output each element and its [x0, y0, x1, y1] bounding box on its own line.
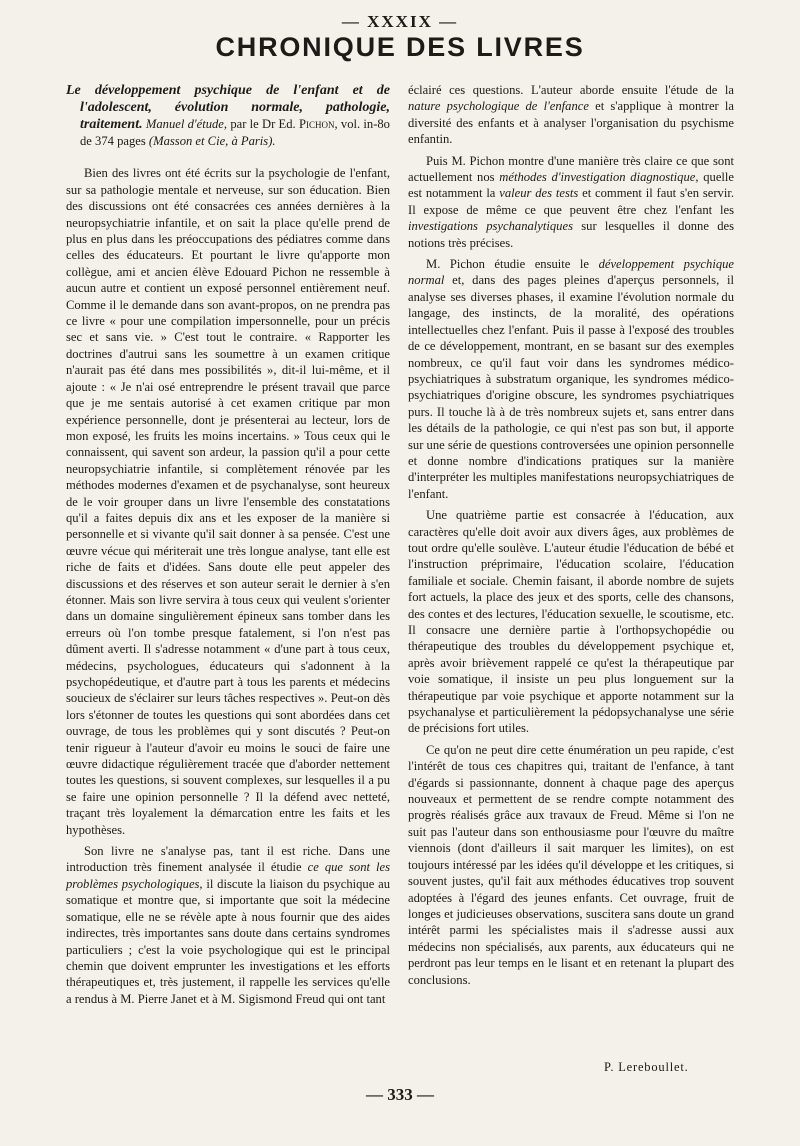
page-number: — 333 — [366, 1085, 434, 1104]
review-paragraph-3 [408, 82, 734, 148]
section-title: CHRONIQUE DES LIVRES [215, 32, 585, 62]
text-run: et s'applique à montrer la diversité des enfants et à analyser l'organisation du psychisme enfantin. [408, 99, 735, 147]
book-publisher: (Masson et Cie, à Paris). [148, 134, 276, 148]
text-run: quelle est notamment la [408, 170, 735, 201]
text-run: éclairé ces questions. L'auteur aborde ensuite l'étude de la [408, 83, 734, 97]
chapter-roman-numeral: — XXXIX — [341, 12, 459, 31]
text-run: et comment il faut s'en servir. Il expose de même ce que peuvent être chez l'enfant les [408, 186, 734, 217]
text-run: Puis M. Pichon montre d'une manière très claire ce que sont actuellement nos [408, 153, 734, 185]
text-run: et, dans des pages pleines d'aperçus personnels, il analyse ses diverses phases, il examine l'évolution normale du langage, des instincts, de la moralité, des opérations intellectuelles chez l'enfant. Puis il passe à l'exposé des troubles de ce développement, montrant, en se basant sur des exemples nombreux, ce qu'il faut voir dans les syndromes médico-psychiatriques à substratum organique, les syndromes médico-psychiatriques d'origine obscure, les syndromes psychiatriques purs. Il touche là à de très nombreux sujets et, sans entrer dans les détails de la pathologie, ce qui n'est pas son but, il apporte sur une série de questions controversées une opinion personnelle et donne nombre d'indications pratiques sur la manière d'interpréter les multiples manifestations neuropsychiatriques de l'enfant. [408, 273, 734, 501]
review-paragraph-6: Une quatrième partie est consacrée à l'éducation, aux caractères qu'elle doit avoir aux divers âges, aux problèmes de tout ordre qu'elle soulève. L'auteur étudie l'éducation de bébé et l'instruction préprimaire, l'éducation scolaire, l'éducation familiale et sociale. Chemin faisant, il aborde nombre de sujets fort actuels, la place des jeux et des sports, celle des chansons, des contes et des lectures, l'éducation sexuelle, le scoutisme, etc. Il consacre une dernière partie à l'orthopsychopédie ou thérapeutique des troubles du développement psychique et, après avoir brièvement rappelé ce qu'est la thérapeutique par voie somatique, il insiste un peu plus longuement sur la thérapeutique par voie psychique et apporte notamment sur la psychanalyse et particulièrement la pédopsychanalyse une série de précisions fort utiles. [408, 508, 734, 736]
reviewer-signature: P. Lereboullet. [604, 1060, 689, 1074]
text-run: Son livre ne s'analyse pas, tant il est riche. Dans une introduction très finement analysée il étudie [66, 844, 390, 875]
book-subtitle: Manuel d'étude, [145, 117, 228, 131]
emphasis: développement psychique normal [408, 257, 734, 288]
review-paragraph-4 [408, 153, 734, 251]
book-title: Le développement psychique de l'enfant et de l'adolescent, évolution normale, pathologie, traitement. [66, 83, 390, 132]
book-author: Pichon, [298, 117, 338, 131]
right-column [408, 82, 734, 988]
book-reference [66, 82, 390, 149]
book-by: par le Dr Ed. [230, 117, 296, 131]
text-run: sur lesquelles il donne des notions très précises. [408, 219, 734, 250]
review-paragraph-5 [408, 256, 734, 502]
emphasis: investigations psychanalytiques [408, 219, 573, 234]
left-column [66, 82, 390, 1007]
text-run: M. Pichon étudie ensuite le [426, 257, 590, 272]
book-volume: vol. in-8o de 374 pages [80, 117, 390, 148]
emphasis: nature psychologique de l'enfance [408, 99, 589, 114]
text-run: il discute la liaison du psychique au somatique et montre que, si importante que soit la médecine somatique, elle ne se révèle apte à nous fournir que des aides indirectes, très importantes sans doute dans certains syndromes particuliers ; c'est la voie psychologique qui est le principal chemin que doivent emprunter les investigations et les efforts thérapeutiques et, très justement, il rappelle les services qu'elle a rendus à M. Pierre Janet et à M. Sigismond Freud qui ont tant [66, 876, 390, 1006]
review-paragraph-7: Ce qu'on ne peut dire cette énumération un peu rapide, c'est l'intérêt de tous ces chapitres qui, traitant de l'enfance, à tant d'égards si passionnante, donnent à chaque page des aperçus nouveaux et permettent de se rendre compte notamment des progrès réalisés grâce aux travaux de Freud. Même si l'on ne suit pas l'auteur dans son enthousiasme pour l'œuvre du maître viennois (dont d'ailleurs il sait marquer les limites), on est toujours intéressé par les idées qu'il développe et les critiques, si souvent justes, qu'il fait aux méthodes éducatives trop souvent adoptées à l'égard des jeunes enfants. Cet ouvrage, fruit de longes et judicieuses observations, suscitera sans doute un grand intérêt parmi les spécialistes mais il s'adresse aussi aux médecins non spécialisés, aux parents, aux éducateurs qui ne perdront pas leur temps en le lisant et en retenant la plupart des conclusions. [408, 742, 734, 987]
emphasis: valeur des tests [499, 186, 579, 201]
emphasis: ce que sont les problèmes psychologiques, [66, 860, 391, 891]
review-paragraph-1: Bien des livres ont été écrits sur la psychologie de l'enfant, sur sa pathologie mentale et nerveuse, sur son éducation. Bien des discussions ont été consacrées ces années dernières à la neuropsychiatrie infantile, et on sait la place qu'elle prend de plus en plus dans les préoccupations des pédiatres comme dans celles des éducateurs. Et pourtant le livre qu'apporte mon collègue, ami et ancien élève Edouard Pichon ne ressemble à aucun autre et contient un exposé personnel entièrement neuf. Comme il le demande dans son avant-propos, on ne prendra pas ce livre « pour une compilation impersonnelle, pour un précis sec et sans vie. » C'est tout le contraire. « Rapporter les doctrines d'autrui sans les soumettre à un examen critique n'aurait pas été dans mes possibilités », dit-il lui-même, et il ajoute : « Je n'ai osé entreprendre le présent travail que parce que je me sentais autorisé à cet examen critique par mon expérience personnelle, dont je présenterai au lecteur, lors de mon exposé, les fruits les moins incertains. » Tous ceux qui le connaissent, qui savent son ardeur, la passion qu'il a pour cette neuropsychiatrie infantile, si complètement rénovée par les méthodes modernes d'examen et de psychanalyse, sont heureux de le voir grouper dans un livre l'ensemble des constatations qu'il a faites depuis dix ans et les exposer de la manière si personnelle et si vivante qu'il sait donner à sa pensée. C'est une œuvre vécue qui mériterait une très longue analyse, tant elle est riche de faits et d'idées. Sans doute elle peut appeler des discussions et des réserves et son auteur serait le dernier à s'en étonner. Mais son livre servira à tous ceux qui veulent s'orienter dans un domaine singulièrement épineux sans tomber dans les erreurs où l'on tombe presque fatalement, si l'on n'est pas dûment averti. Il s'adresse notamment « d'une part à tous ceux, médecins, psychologues, éducateurs qui s'adonnent à la psychopédeutique, et d'autre part à tous les parents et médecins soucieux de s'éclairer sur leurs tâches respectives ». Peut-on dès lors s'étonner de toutes les questions qui sont abordées dans cet ouvrage, de tous les problèmes qui y sont discutés ? Peut-on tenir rigueur à l'auteur d'avoir eu moins le souci de faire une œuvre didactique régulièrement tracée que d'aborder nettement toutes les questions, si souvent complexes, sur lesquelles il a pu se faire une opinion personnelle ? Il la défend avec netteté, traçant très loyalement la démarcation entre les faits et les hypothèses. [66, 166, 390, 837]
review-paragraph-2 [66, 843, 390, 1007]
emphasis: méthodes d'investigation diagnostique, [499, 170, 699, 185]
